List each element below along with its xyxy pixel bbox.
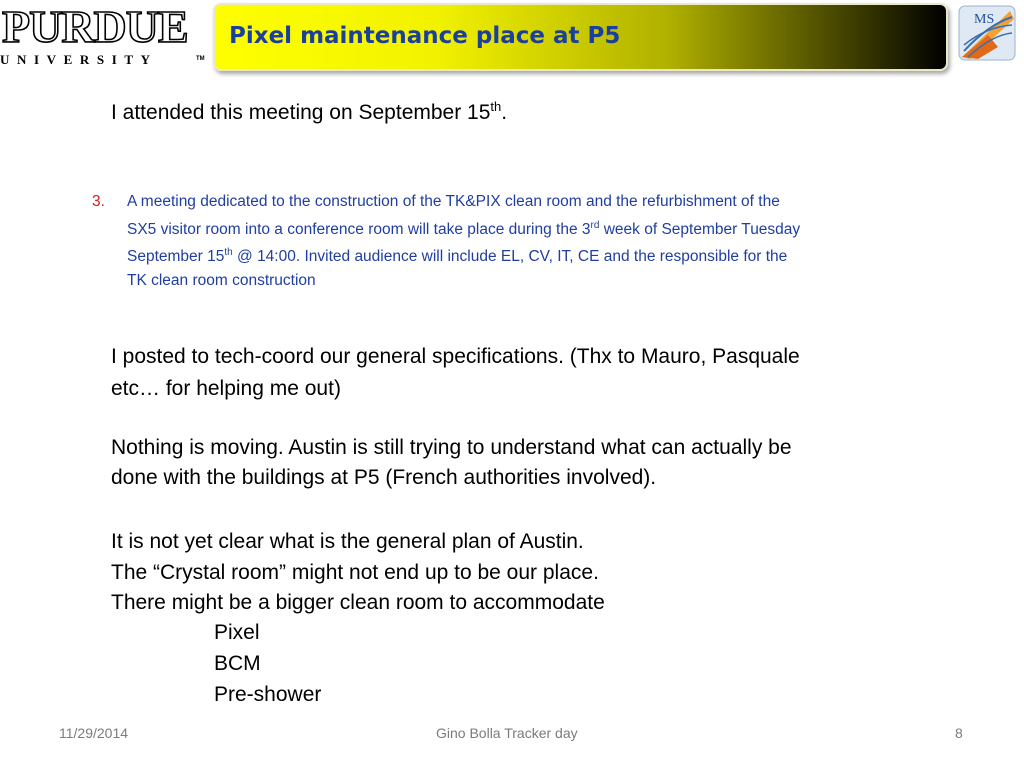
agenda-sup: th [224,247,233,259]
body-line: The “Crystal room” might not end up to be our place. [111,561,599,584]
agenda-text-part: SX5 visitor room into a conference room will take place during the 3 [127,220,591,238]
cms-logo [958,5,1016,61]
list-item: Pixel [214,621,260,644]
list-item: BCM [214,652,261,675]
slide-title: Pixel maintenance place at P5 [229,23,621,49]
body-line: There might be a bigger clean room to accommodate [111,591,605,614]
agenda-text [127,190,800,292]
body-line: Nothing is moving. Austin is still trying to understand what can actually be [111,436,792,459]
intro-sup: th [490,99,502,114]
agenda-line: A meeting dedicated to the construction of the TK&PIX clean room and the refurbishment of the [127,193,780,210]
agenda-line [127,214,800,242]
body-line: I posted to tech-coord our general specifications. (Thx to Mauro, Pasquale [111,345,800,368]
footer-page-number: 8 [955,725,963,741]
agenda-text-part: September 15 [127,248,225,266]
agenda-text-part: @ 14:00. Invited audience will include EL, CV, IT, CE and the responsible for the [232,248,788,266]
body-line: etc… for helping me out) [111,377,341,400]
footer-date: 11/29/2014 [59,725,129,741]
logo-subtitle: UNIVERSITY [0,52,158,67]
logo-wordmark: PURDUE [2,1,188,52]
intro-text: I attended this meeting on September 15 [111,101,491,124]
agenda-line: TK clean room construction [127,271,316,289]
agenda-number: 3. [92,193,105,210]
agenda-line [127,241,800,269]
body-line: done with the buildings at P5 (French authorities involved). [111,466,657,489]
cms-logo-text: MS [974,12,995,27]
footer-center: Gino Bolla Tracker day [436,725,578,741]
title-bar [213,3,948,71]
agenda-sup: rd [590,219,600,231]
list-item: Pre-shower [214,683,322,706]
purdue-logo [0,1,205,68]
logo-trademark: TM [196,56,205,62]
body-line: It is not yet clear what is the general plan of Austin. [111,530,584,553]
intro-line [111,99,507,125]
intro-end: . [501,101,508,124]
agenda-text-part: week of September Tuesday [599,220,801,238]
